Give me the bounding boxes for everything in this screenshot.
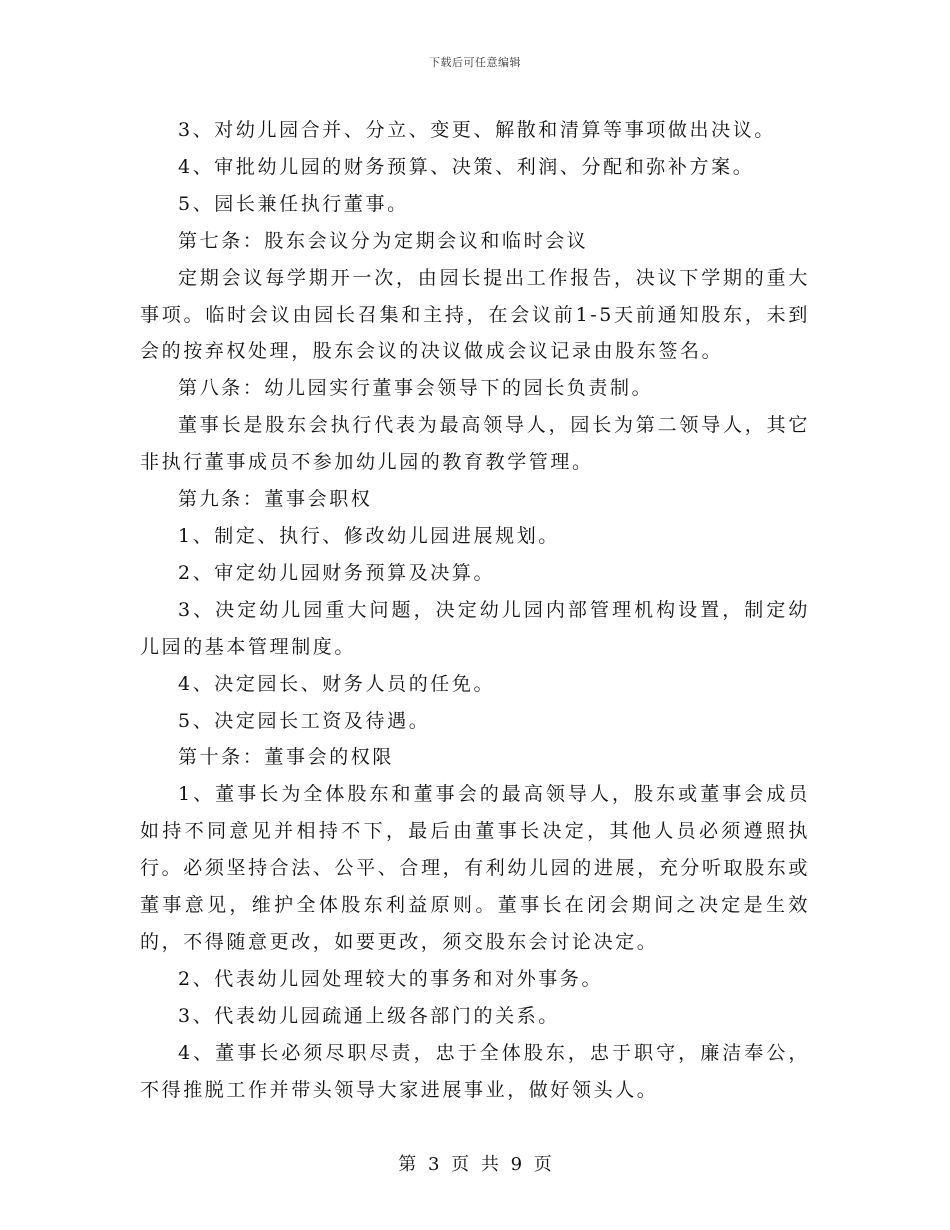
total-page-number: 9 <box>510 1154 523 1175</box>
current-page-number: 3 <box>427 1154 440 1175</box>
article-heading: 第十条：董事会的权限 <box>178 746 395 769</box>
clause-paragraph: 5、决定园长工资及待遇。 <box>178 709 431 732</box>
clause-paragraph: 1、制定、执行、修改幼儿园进展规划。 <box>178 524 560 547</box>
page-footer <box>0 1150 950 1176</box>
total-unit: 页 <box>533 1154 552 1175</box>
clause-paragraph: 定期会议每学期开一次，由园长提出工作报告，决议下学期的重大事项。临时会议由园长召集和主持，在会议前1-5天前通知股东，未到会的按弃权处理，股东会议的决议做成会议记录由股东签名。 <box>140 266 810 363</box>
clause-paragraph: 4、审批幼儿园的财务预算、决策、利润、分配和弥补方案。 <box>178 155 755 178</box>
page-unit: 页 <box>451 1154 470 1175</box>
article-heading: 第八条：幼儿园实行董事会领导下的园长负责制。 <box>178 377 654 400</box>
clause-paragraph: 3、代表幼儿园疏通上级各部门的关系。 <box>178 1004 560 1027</box>
clause-paragraph: 董事长是股东会执行代表为最高领导人，园长为第二领导人，其它非执行董事成员不参加幼儿园的教育教学管理。 <box>140 414 810 474</box>
clause-paragraph: 3、对幼儿园合并、分立、变更、解散和清算等事项做出决议。 <box>178 119 776 141</box>
article-heading: 第七条：股东会议分为定期会议和临时会议 <box>178 229 589 252</box>
clause-paragraph: 4、董事长必须尽职尽责，忠于全体股东，忠于职守，廉洁奉公，不得推脱工作并带头领导大家进展事业，做好领头人。 <box>140 1041 810 1101</box>
clause-paragraph: 4、决定园长、财务人员的任免。 <box>178 672 496 695</box>
article-heading: 第九条：董事会职权 <box>178 488 373 511</box>
clause-paragraph: 2、代表幼儿园处理较大的事务和对外事务。 <box>178 967 604 990</box>
clause-paragraph: 5、园长兼任执行董事。 <box>178 192 409 215</box>
document-body <box>140 112 810 1108</box>
clause-paragraph: 3、决定幼儿园重大问题，决定幼儿园内部管理机构设置，制定幼儿园的基本管理制度。 <box>140 598 810 658</box>
clause-paragraph: 2、审定幼儿园财务预算及决算。 <box>178 561 496 584</box>
total-label: 共 <box>480 1154 499 1175</box>
page-prefix: 第 <box>398 1154 417 1175</box>
clause-paragraph: 1、董事长为全体股东和董事会的最高领导人，股东或董事会成员如持不同意见并相持不下，最后由董事长决定，其他人员必须遵照执行。必须坚持合法、公平、合理，有利幼儿园的进展，充分听取股东或董事意见，维护全体股东利益原则。董事长在闭会期间之决定是生效的，不得随意更改，如要更改，须交股东会讨论决定。 <box>140 783 810 953</box>
page-header: 下载后可任意编辑 <box>429 56 521 69</box>
